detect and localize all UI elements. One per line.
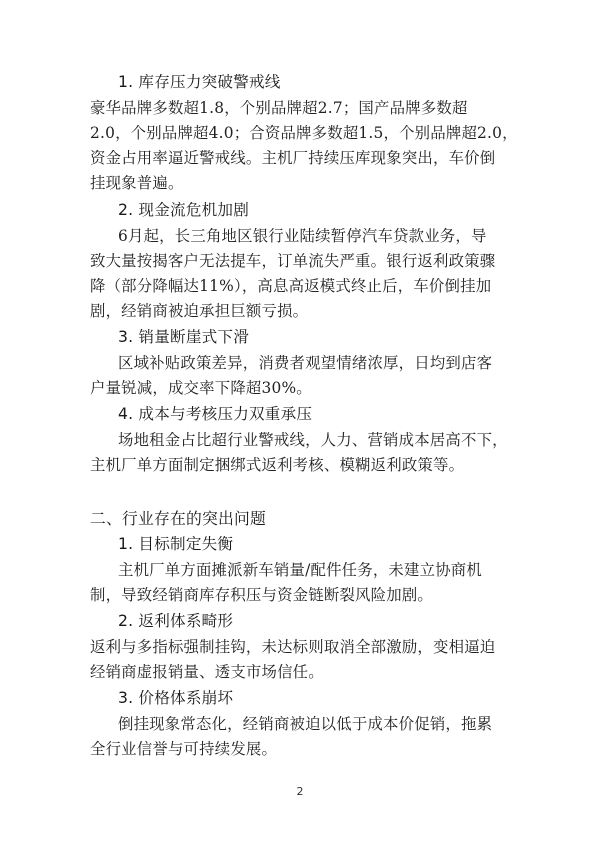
paragraph-line: 全行业信誉与可持续发展。 [90, 740, 278, 758]
heading-inventory-pressure: 1. 库存压力突破警戒线 [118, 73, 281, 91]
paragraph-line: 倒挂现象常态化，经销商被迫以低于成本价促销，拖累 [118, 715, 493, 733]
paragraph-line: 资金占用率逼近警戒线。主机厂持续压库现象突出，车价倒 [90, 149, 496, 167]
heading-target-imbalance: 1. 目标制定失衡 [118, 535, 234, 553]
paragraph-line: 场地租金占比超行业警戒线，人力、营销成本居高不下， [118, 431, 508, 449]
paragraph-line: 返利与多指标强制挂钩，未达标则取消全部激励，变相逼迫 [90, 638, 496, 656]
page-number: 2 [296, 785, 304, 798]
heading-cost-pressure: 4. 成本与考核压力双重承压 [118, 405, 313, 423]
paragraph-line: 经销商虚报销量、透支市场信任。 [90, 663, 324, 681]
paragraph-line: 豪华品牌多数超1.8，个别品牌超2.7；国产品牌多数超 [90, 99, 468, 117]
paragraph-line: 2.0，个别品牌超4.0；合资品牌多数超1.5，个别品牌超2.0， [90, 124, 518, 142]
paragraph-line: 区域补贴政策差异，消费者观望情绪浓厚，日均到店客 [118, 354, 493, 372]
heading-cashflow-crisis: 2. 现金流危机加剧 [118, 201, 249, 219]
paragraph-line: 降（部分降幅达11%），高息高返模式终止后，车价倒挂加 [90, 277, 492, 295]
section-title-industry-problems: 二、行业存在的突出问题 [90, 509, 266, 528]
heading-sales-decline: 3. 销量断崖式下滑 [118, 328, 249, 346]
paragraph-line: 主机厂单方面摊派新车销量/配件任务，未建立协商机 [118, 561, 482, 579]
paragraph-line: 挂现象普遍。 [90, 174, 184, 192]
heading-rebate-system: 2. 返利体系畸形 [118, 612, 234, 630]
paragraph-line: 剧，经销商被迫承担巨额亏损。 [90, 302, 309, 320]
paragraph-line: 6月起，长三角地区银行业陆续暂停汽车贷款业务，导 [118, 227, 487, 245]
paragraph-line: 户量锐减，成交率下降超30%。 [90, 379, 312, 397]
heading-price-system: 3. 价格体系崩坏 [118, 689, 234, 707]
paragraph-line: 制，导致经销商库存积压与资金链断裂风险加剧。 [90, 586, 433, 604]
paragraph-line: 致大量按揭客户无法提车，订单流失严重。银行返利政策骤 [90, 252, 496, 270]
paragraph-line: 主机厂单方面制定捆绑式返利考核、模糊返利政策等。 [90, 456, 465, 474]
